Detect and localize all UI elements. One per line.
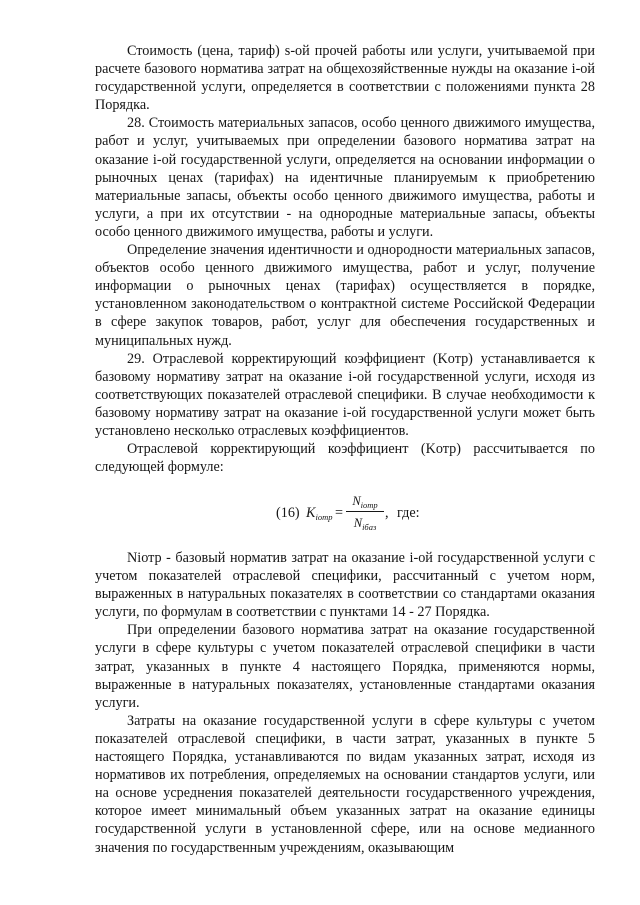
formula-numerator xyxy=(346,493,384,509)
formula-denominator-subscript: iбаз xyxy=(362,522,377,532)
formula-where-label: где: xyxy=(397,505,420,521)
paragraph-cost-of-other-work: Стоимость (цена, тариф) s-ой прочей работы или услуги, учитываемой при расчете базового норматива затрат на общехозяйственные нужды на оказание i-ой государственной услуги, определяется в соответствии с положениями пункта 28 Порядка. xyxy=(95,43,595,114)
paragraph-culture-norms: При определении базового норматива затрат на оказание государственной услуги в сфере культуры с учетом показателей отраслевой специфики в части затрат, указанных в пункте 4 настоящего Порядка, применяются нормы, выраженные в натуральных показателях, установленные стандартами оказания услуги. xyxy=(95,622,595,711)
formula-numerator-subscript: iотр xyxy=(360,500,378,510)
text-block-top xyxy=(95,42,595,476)
paragraph-culture-costs: Затраты на оказание государственной услуги в сфере культуры с учетом показателей отраслевой специфики, в части затрат, указанных в пункте 5 настоящего Порядка, устанавливаются по видам указанных затрат, исходя из нормативов их потребления, определяемых на основании стандартов услуги, или на основе усреднения показателей деятельности государственного учреждения, которое имеет минимальный объем указанных затрат на оказание единицы государственной услуги в установленной сфере, или на основе медианного значения по государственным учреждениям, оказывающим xyxy=(95,712,595,856)
formula-equals-sign: = xyxy=(335,505,344,521)
formula-denominator xyxy=(346,515,384,531)
paragraph-item-29: 29. Отраслевой корректирующий коэффициент (Kотр) устанавливается к базовому нормативу затрат на оказание i-ой государственной услуги, исходя из соответствующих показателей отраслевой специфики. В случае необходимости к базовому нормативу затрат на оказание i-ой государственной услуги может быть установлено несколько отраслевых коэффициентов. xyxy=(95,350,595,439)
formula-16 xyxy=(276,491,446,537)
formula-lhs-subscript: iотр xyxy=(315,512,333,522)
paragraph-identity-definition: Определение значения идентичности и однородности материальных запасов, объектов особо ценного движимого имущества, работ и услуг, получение информации о рыночных ценах (тарифах) осуществляется в порядке, установленном законодательством о контрактной системе Российской Федерации в сфере закупок товаров, работ, услуг для обеспечения государственных и муниципальных нужд. xyxy=(95,242,595,349)
paragraph-formula-intro: Отраслевой корректирующий коэффициент (Kотр) рассчитывается по следующей формуле: xyxy=(95,441,595,476)
formula-number-label: (16) xyxy=(276,505,300,521)
formula-lhs-symbol: K xyxy=(306,505,316,521)
formula-fraction-bar xyxy=(346,511,384,512)
formula-lhs xyxy=(306,505,332,522)
formula-comma: , xyxy=(385,505,389,521)
formula-denominator-symbol: N xyxy=(353,516,363,530)
paragraph-n-iotr-definition: Niотр - базовый норматив затрат на оказание i-ой государственной услуги с учетом показателей отраслевой специфики, рассчитанный с учетом норм, выраженных в натуральных показателях в соответствии со стандартами оказания услуги, по формулам в соответствии с пунктами 14 - 27 Порядка. xyxy=(95,550,595,621)
text-block-bottom xyxy=(95,549,595,857)
formula-fraction xyxy=(346,493,384,531)
formula-numerator-symbol: N xyxy=(352,494,361,508)
paragraph-item-28: 28. Стоимость материальных запасов, особо ценного движимого имущества, работ и услуг, учитываемых при определении базового норматива затрат на оказание i-ой государственной услуги, определяется на основании информации о рыночных ценах (тарифах) на идентичные планируемым к приобретению материальные запасы, объекты особо ценного движимого имущества, работы и услуги, а при их отсутствии - на однородные материальные запасы, объекты особо ценного движимого имущества, работы и услуги. xyxy=(95,115,595,240)
